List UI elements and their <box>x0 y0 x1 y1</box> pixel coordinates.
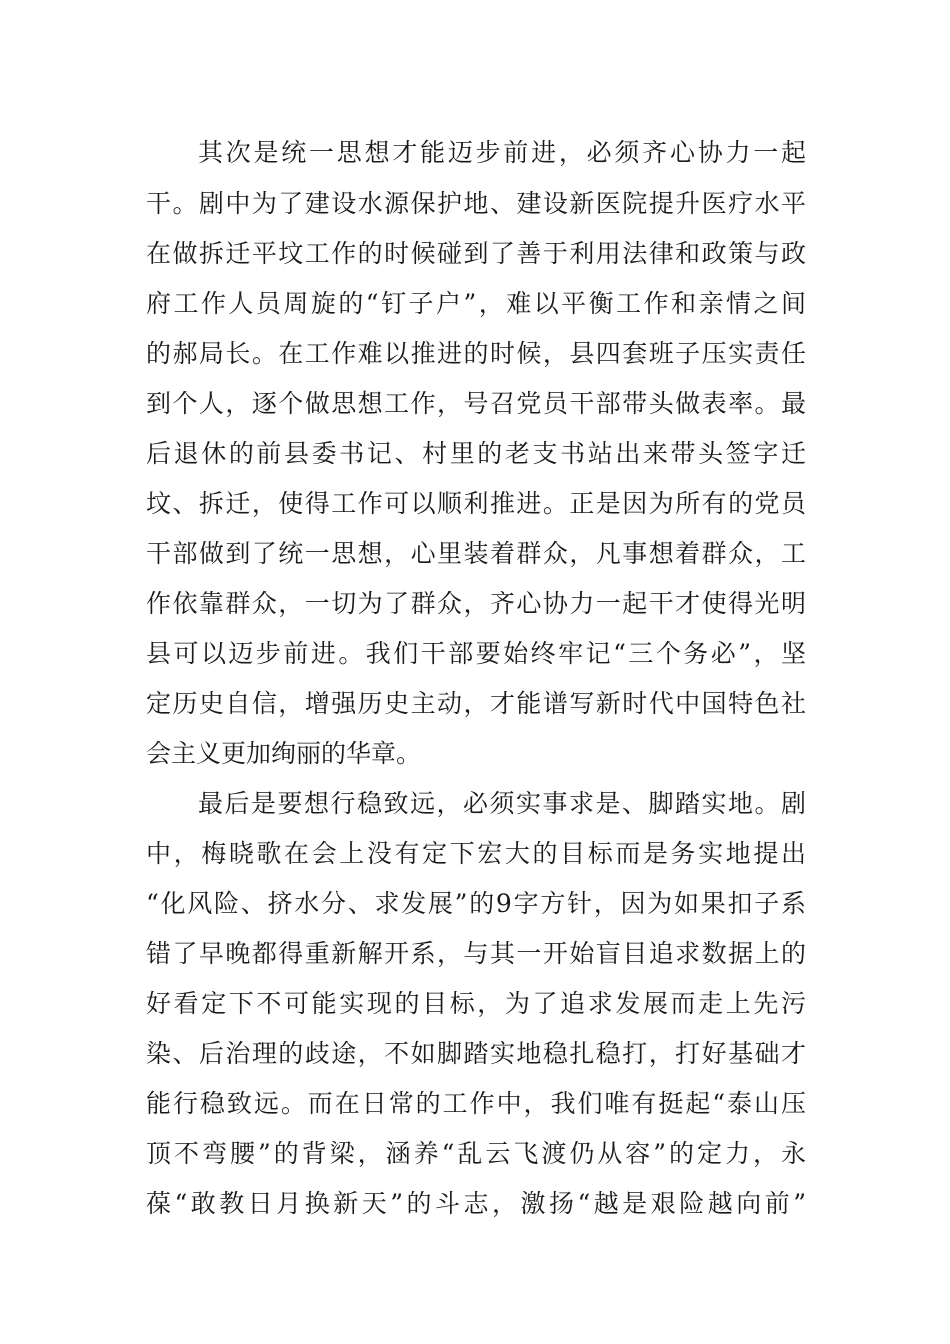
text-line: 染、后治理的歧途，不如脚踏实地稳扎稳打，打好基础才 <box>146 1039 806 1068</box>
text-line: 县可以迈步前进。我们干部要始终牢记“三个务必”，坚 <box>146 639 806 668</box>
text-line: 能行稳致远。而在日常的工作中，我们唯有挺起“泰山压 <box>146 1089 806 1118</box>
text-line: 干。剧中为了建设水源保护地、建设新医院提升医疗水平 <box>146 189 806 218</box>
text-line: 作依靠群众，一切为了群众，齐心协力一起干才使得光明 <box>146 589 806 618</box>
text-line: 定历史自信，增强历史主动，才能谱写新时代中国特色社 <box>146 689 806 718</box>
text-line: 好看定下不可能实现的目标，为了追求发展而走上先污 <box>146 989 806 1018</box>
text-line: 错了早晚都得重新解开系，与其一开始盲目追求数据上的 <box>146 939 806 968</box>
text-line: 的郝局长。在工作难以推进的时候，县四套班子压实责任 <box>146 339 806 368</box>
text-line: 到个人，逐个做思想工作，号召党员干部带头做表率。最 <box>146 389 806 418</box>
text-line: 后退休的前县委书记、村里的老支书站出来带头签字迁 <box>146 439 806 468</box>
text-line: 在做拆迁平坟工作的时候碰到了善于利用法律和政策与政 <box>146 239 806 268</box>
text-line: 其次是统一思想才能迈步前进，必须齐心协力一起 <box>198 138 806 167</box>
text-line: 顶不弯腰”的背梁，涵养“乱云飞渡仍从容”的定力，永 <box>146 1139 806 1168</box>
text-line: 坟、拆迁，使得工作可以顺利推进。正是因为所有的党员 <box>146 489 806 518</box>
text-line: 干部做到了统一思想，心里装着群众，凡事想着群众，工 <box>146 539 806 568</box>
text-line: 葆“敢教日月换新天”的斗志，激扬“越是艰险越向前” <box>146 1189 806 1218</box>
text-line: “化风险、挤水分、求发展”的9字方针，因为如果扣子系 <box>146 889 806 918</box>
text-line: 府工作人员周旋的“钉子户”，难以平衡工作和亲情之间 <box>146 289 806 318</box>
text-line: 会主义更加绚丽的华章。 <box>146 739 422 768</box>
text-line: 最后是要想行稳致远，必须实事求是、脚踏实地。剧 <box>198 789 806 818</box>
text-line: 中，梅晓歌在会上没有定下宏大的目标而是务实地提出 <box>146 839 806 868</box>
